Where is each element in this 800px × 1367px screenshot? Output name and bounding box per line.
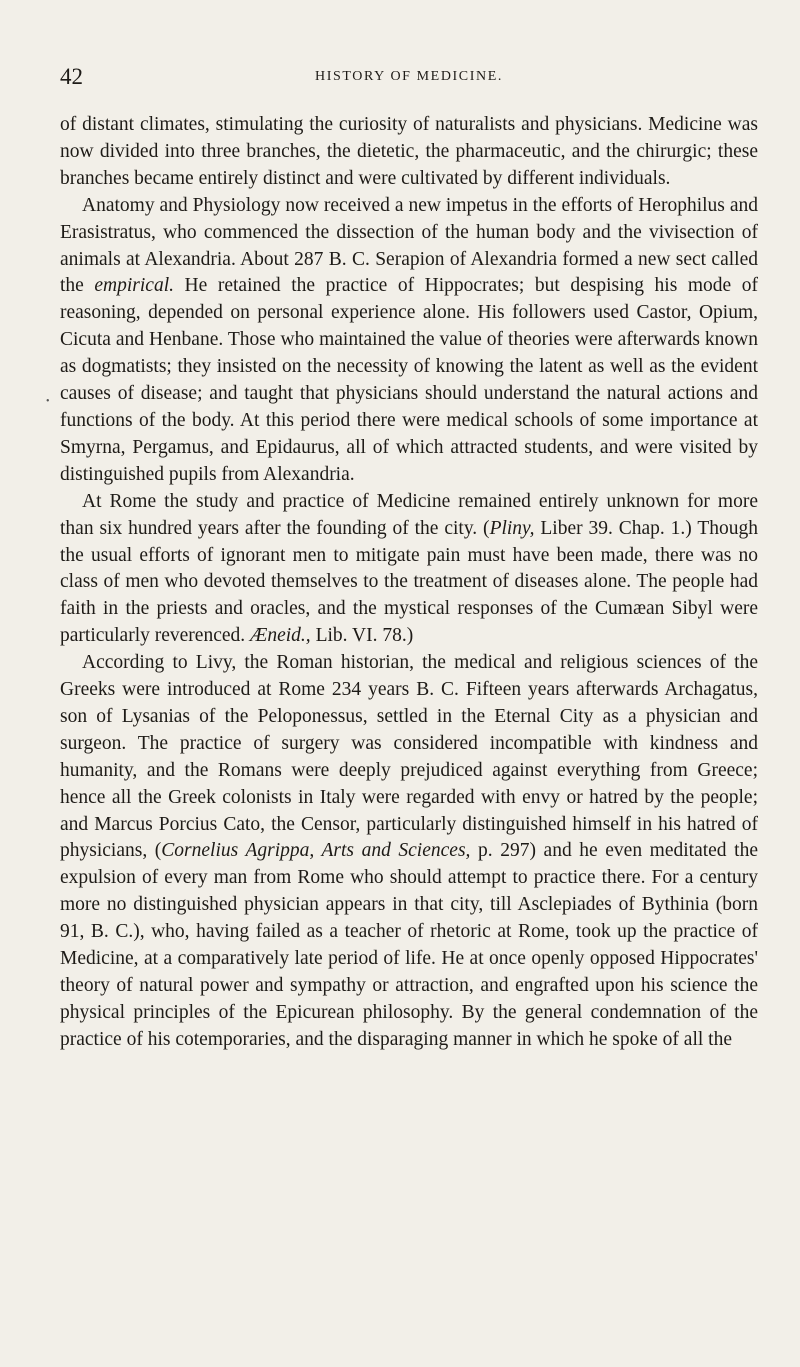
- running-title: HISTORY OF MEDICINE.: [315, 69, 503, 84]
- italic-text: Cornelius Agrippa, Arts and Sciences,: [161, 840, 471, 862]
- text-run: Lib. VI. 78.): [310, 625, 414, 647]
- italic-text: empirical.: [94, 275, 174, 297]
- running-head: [60, 64, 758, 100]
- italic-text: Pliny,: [489, 517, 535, 539]
- text-run: Liber 39. Chap. 1.) Though the usual efforts of ignorant men to mitigate pain must have been made, there was no class of men who devoted themselves to the treatment of diseases alone. The people had faith in the priests and oracles, and the mystical responses of the Cumæan Sibyl were particularly reverenced.: [60, 517, 758, 647]
- text-run: According to Livy, the Roman historian, the medical and religious sciences of the Greeks were introduced at Rome 234 years B. C. Fifteen years afterwards Archagatus, son of Lysanias of the Peloponessus, settled in the Eternal City as a physician and surgeon. The practice of surgery was considered incompatible with kindness and humanity, and the Romans were deeply prejudiced against everything from Greece; hence all the Greek colonists in Italy were regarded with envy or hatred by the people; and Marcus Porcius Cato, the Censor, particularly distinguished himself in his hatred of physicians, (: [60, 652, 758, 862]
- text-run: p. 297) and he even meditated the expulsion of every man from Rome who should attempt to practice there. For a century more no distinguished physician appears in that city, till Asclepiades of Bythinia (born 91, B. C.), who, having failed as a teacher of rhetoric at Rome, took up the practice of Medicine, at a comparatively late period of life. He at once openly opposed Hippocrates' theory of natural power and sympathy or attraction, and engrafted upon his science the physical principles of the Epicurean philosophy. By the general condemnation of the practice of his cotemporaries, and the disparaging manner in which he spoke of all the: [60, 840, 758, 1050]
- paragraph: [60, 193, 758, 489]
- paragraph: [60, 489, 758, 650]
- italic-text: Æneid.,: [250, 625, 311, 647]
- text-run: Anatomy and Physiology now received a new impetus in the efforts of Herophilus and Erasistratus, who commenced the dissection of the human body and the vivisection of animals at Alexandria. About 287 B. C. Serapion of Alexandria formed a new sect called the: [60, 194, 758, 297]
- body-text: [60, 112, 758, 1054]
- text-run: At Rome the study and practice of Medicine remained entirely unknown for more than six hundred years after the founding of the city. (: [60, 490, 758, 539]
- margin-dot: •: [46, 396, 50, 407]
- text-run: He retained the practice of Hippocrates; but despising his mode of reasoning, depended on personal experience alone. His followers used Castor, Opium, Cicuta and Henbane. Those who maintained the value of theories were afterwards known as dogmatists; they insisted on the necessity of knowing the latent as well as the evident causes of disease; and taught that physicians should understand the natural actions and functions of the body. At this period there were medical schools of some importance at Smyrna, Pergamus, and Epidaurus, all of which attracted students, and were visited by distinguished pupils from Alexandria.: [60, 275, 758, 485]
- paragraph: [60, 112, 758, 193]
- paragraph: [60, 650, 758, 1054]
- text-run: of distant climates, stimulating the curiosity of naturalists and physicians. Medicine was now divided into three branches, the dietetic, the pharmaceutic, and the chirurgic; these branches became entirely distinct and were cultivated by different individuals.: [60, 114, 758, 189]
- page-number: 42: [60, 64, 83, 89]
